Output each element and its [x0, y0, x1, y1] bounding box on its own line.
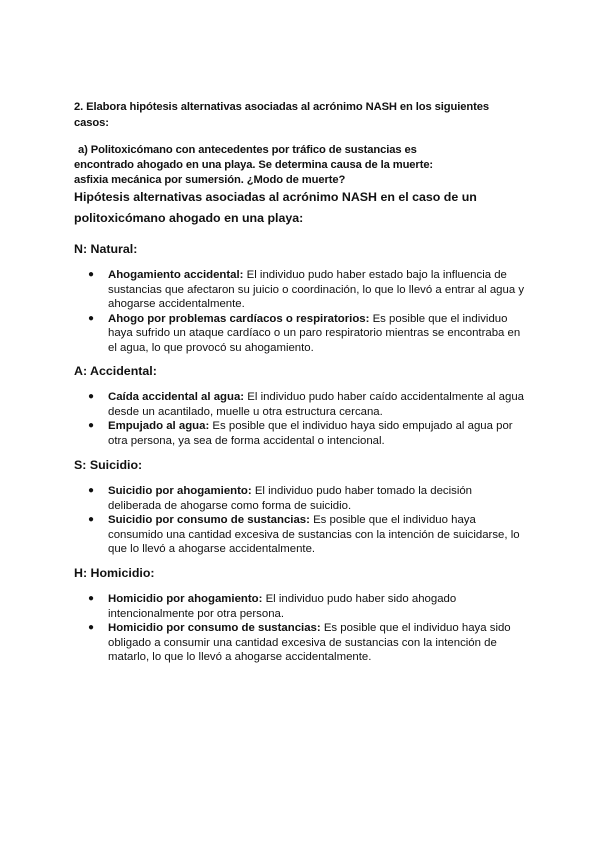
item-term: Homicidio por ahogamiento:	[108, 593, 263, 605]
case-line-1: a) Politoxicómano con antecedentes por tráfico de sustancias es	[78, 144, 417, 156]
section-title-accidental: A: Accidental:	[74, 364, 157, 378]
section-list-accidental	[88, 390, 528, 448]
item-term: Ahogo por problemas cardíacos o respiratorios:	[108, 312, 370, 325]
section-title-suicidio: S: Suicidio:	[74, 458, 143, 472]
case-line-3: asfixia mecánica por sumersión. ¿Modo de muerte?	[74, 174, 346, 186]
list-item	[88, 592, 528, 621]
item-description: El individuo pudo haber caído accidentalmente al agua desde un acantilado, muelle u otra estructura cercana.	[108, 391, 525, 418]
bullet-icon: ●	[88, 391, 95, 402]
intro-line-2: politoxicómano ahogado en una playa:	[74, 211, 304, 225]
question-line-1: 2. Elabora hipótesis alternativas asociadas al acrónimo NASH en los siguientes	[74, 101, 489, 113]
list-item	[88, 390, 528, 419]
list-item	[88, 312, 528, 356]
case-statement	[74, 143, 494, 188]
intro-heading	[74, 187, 494, 229]
bullet-icon: ●	[88, 485, 95, 496]
section-title-natural: N: Natural:	[74, 242, 138, 256]
item-description: Es posible que el individuo haya sufrido un ataque cardíaco o un paro respiratorio mientras se encontraba en el agua, lo que provocó su ahogamiento.	[108, 312, 521, 354]
section-title-homicidio: H: Homicidio:	[74, 566, 155, 580]
item-term: Homicidio por consumo de sustancias:	[108, 622, 321, 634]
list-item	[88, 484, 528, 513]
list-item	[88, 513, 528, 557]
bullet-icon: ●	[88, 420, 95, 431]
item-description: Es posible que el individuo haya consumido una cantidad excesiva de sustancias con la intención de suicidarse, lo que lo llevó a ahogarse accidentalmente.	[108, 514, 520, 555]
item-description: Es posible que el individuo haya sido obligado a consumir una cantidad excesiva de sustancias con la intención de matarlo, lo que lo llevó a ahogarse accidentalmente.	[108, 622, 511, 663]
item-term: Ahogamiento accidental:	[108, 269, 244, 281]
list-item	[88, 419, 528, 448]
item-description: El individuo pudo haber tomado la decisión deliberada de ahogarse como forma de suicidio.	[108, 485, 473, 512]
section-list-suicidio	[88, 484, 528, 557]
item-description: El individuo pudo haber estado bajo la influencia de sustancias que afectaron su juicio o coordinación, lo que lo llevó a entrar al agua y ahogarse accidentalmente.	[108, 269, 525, 310]
list-item	[88, 268, 528, 312]
question-heading	[74, 99, 524, 131]
item-description: Es posible que el individuo haya sido empujado al agua por otra persona, ya sea de forma accidental o intencional.	[108, 420, 513, 447]
section-list-natural	[88, 268, 528, 355]
bullet-icon: ●	[88, 593, 95, 604]
item-term: Empujado al agua:	[108, 420, 210, 432]
item-term: Suicidio por ahogamiento:	[108, 485, 252, 497]
list-item	[88, 621, 528, 665]
case-line-2: encontrado ahogado en una playa. Se determina causa de la muerte:	[74, 159, 434, 171]
item-term: Suicidio por consumo de sustancias:	[108, 514, 310, 526]
bullet-icon: ●	[88, 622, 95, 633]
intro-line-1: Hipótesis alternativas asociadas al acrónimo NASH en el caso de un	[74, 190, 477, 204]
item-term: Caída accidental al agua:	[108, 391, 245, 403]
question-line-2: casos:	[74, 117, 109, 129]
item-description: El individuo pudo haber sido ahogado intencionalmente por otra persona.	[108, 593, 457, 620]
section-list-homicidio	[88, 592, 528, 665]
bullet-icon: ●	[88, 514, 95, 525]
bullet-icon: ●	[88, 269, 95, 280]
bullet-icon: ●	[88, 312, 95, 324]
